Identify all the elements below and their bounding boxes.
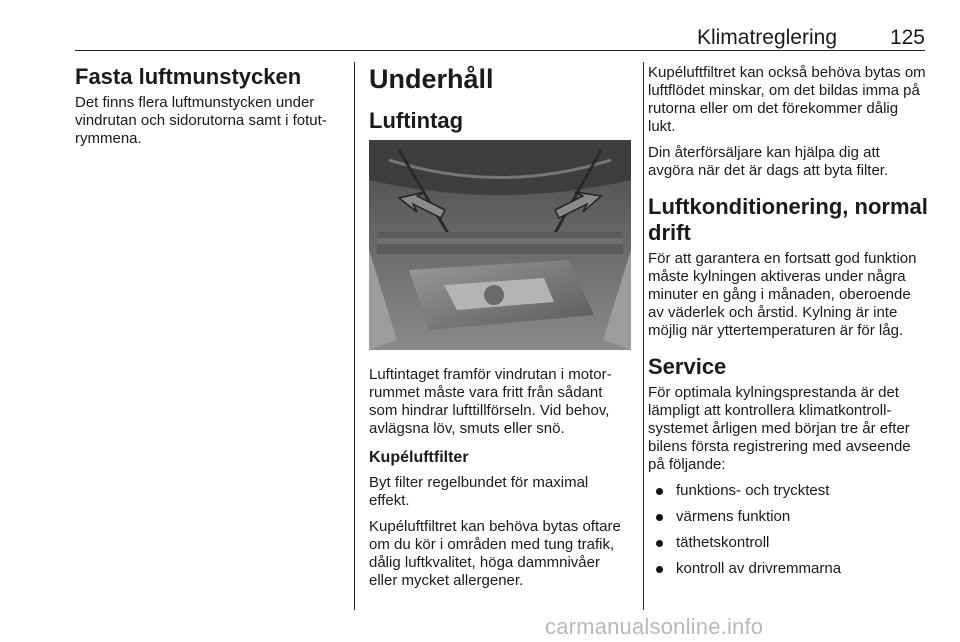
heading-air-vents: Fasta luftmunstycken [75, 64, 302, 89]
subheading-ac-normal: Luftkonditionering, normal drift [648, 194, 928, 245]
bullet-icon [656, 514, 663, 521]
watermark: carmanualsonline.info [545, 614, 764, 639]
page-header [75, 26, 925, 51]
section-title: Underhåll [369, 64, 494, 94]
paragraph: Kupéluftfiltret kan behöva bytas oftare om du kör i områden med tung trafik, dålig luftkvalitet, höga dammnivåer eller mycket allergener. [369, 518, 621, 589]
subheading-service: Service [648, 354, 727, 379]
paragraph: Kupéluftfiltret kan också behöva bytas om luftflödet minskar, om det bildas imma på rutorna eller om det förekommer dålig lukt. [648, 64, 926, 135]
bullet-icon [656, 488, 663, 495]
paragraph: För att garantera en fortsatt god funktion måste kylningen aktiveras under några minuter en gång i månaden, oberoende av väderlek och årstid. Kylning är inte möjlig när yttertemperaturen är för låg. [648, 250, 917, 339]
column-divider [354, 62, 355, 610]
subheading-air-intake: Luftintag [369, 108, 464, 133]
bullet-icon [656, 540, 663, 547]
paragraph: Luftintaget framför vindrutan i motorrummet måste vara fritt från sådant som hindrar lufttillförseln. Vid behov, avlägsna löv, smuts eller snö. [369, 366, 612, 437]
chapter-title: Klimatreglering [696, 26, 837, 49]
column-1 [75, 64, 343, 156]
service-checklist [648, 482, 928, 578]
paragraph: För optimala kylningsprestanda är det lämpligt att kontrollera klimatkontrollsystemet årligen med början tre år efter bilens första registrering med avseende på följande: [648, 384, 911, 473]
list-item: funktions- och trycktest [648, 482, 928, 500]
list-item: kontroll av drivremmarna [648, 560, 928, 578]
column-2 [369, 64, 631, 598]
paragraph: Din återförsäljare kan hjälpa dig att avgöra när det är dags att byta filter. [648, 144, 889, 179]
paragraph: Det finns flera luftmunstycken under vindrutan och sidorutorna samt i fotutrymmena. [75, 94, 327, 147]
paragraph: Byt filter regelbundet för maximal effekt. [369, 474, 589, 509]
engine-bay-photo [369, 140, 631, 350]
subheading-cabin-filter: Kupéluftfilter [369, 449, 469, 466]
list-item: värmens funktion [648, 508, 928, 526]
column-divider [643, 62, 644, 610]
list-item: täthetskontroll [648, 534, 928, 552]
page-number: 125 [889, 26, 925, 49]
bullet-icon [656, 566, 663, 573]
column-3 [648, 64, 928, 586]
